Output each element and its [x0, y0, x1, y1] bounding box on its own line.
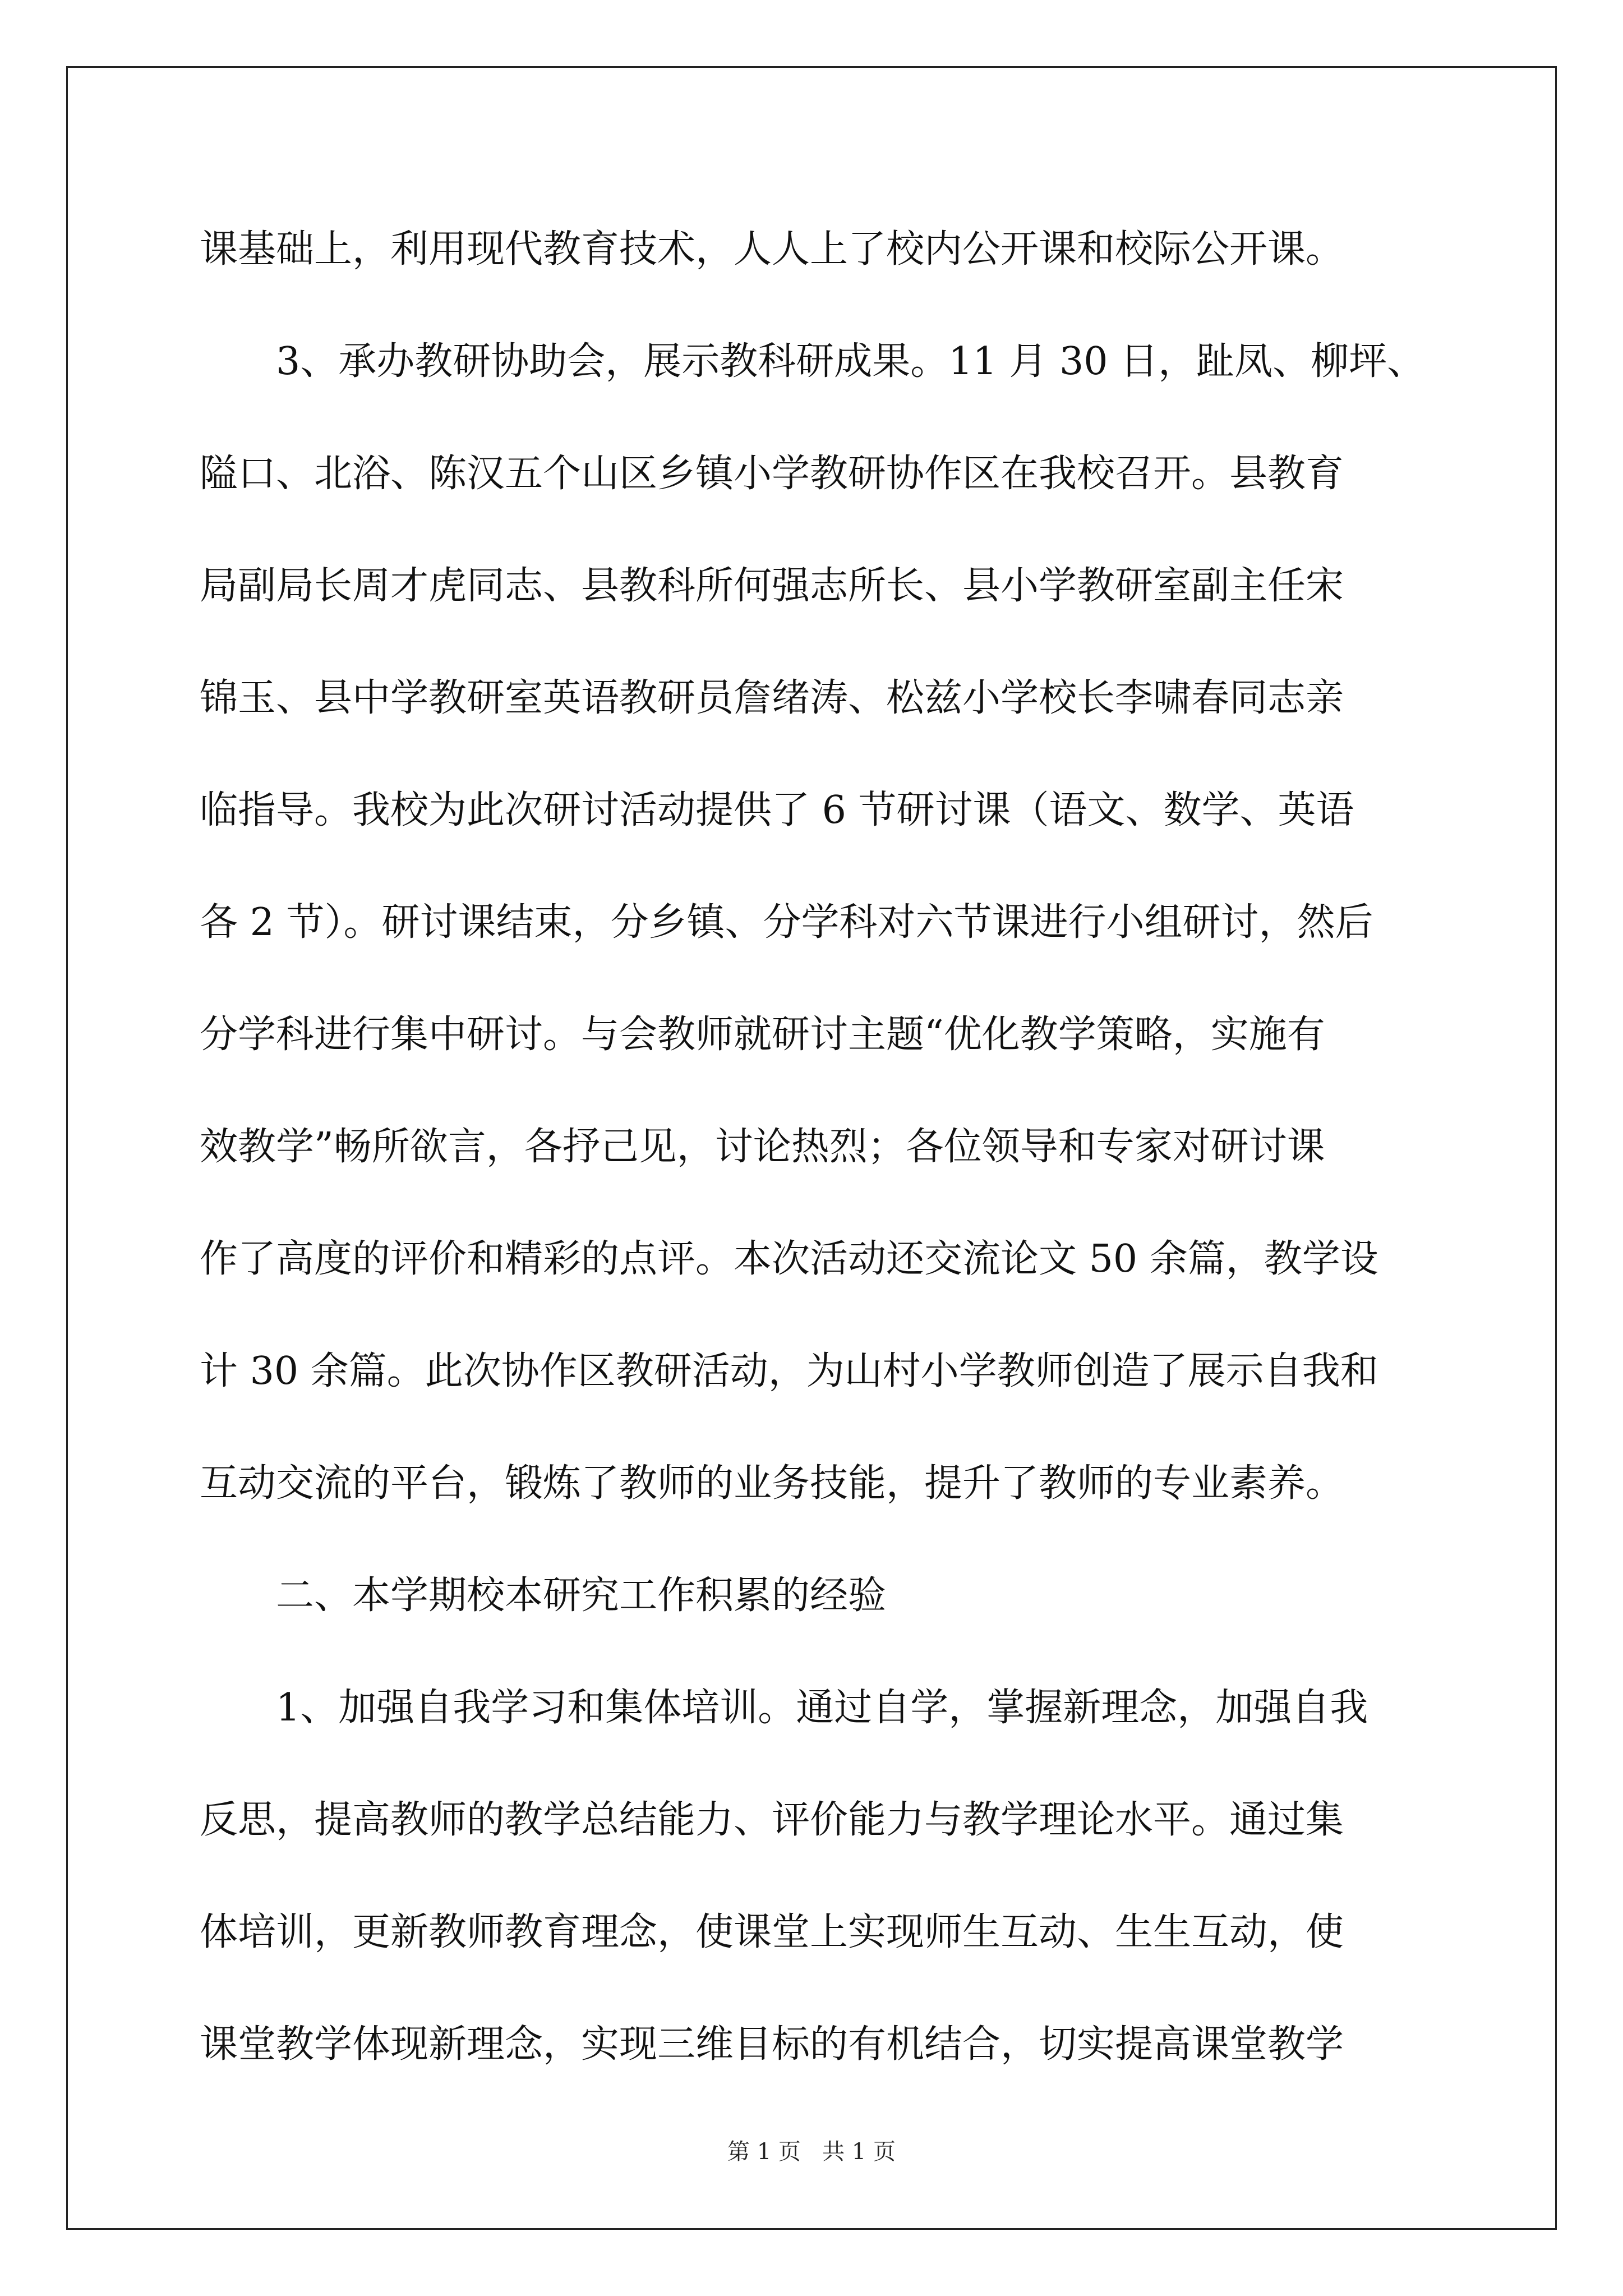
section-heading: 二、本学期校本研究工作积累的经验 [276, 1573, 887, 1618]
text-line-4: 局副局长周才虎同志、县教科所何强志所长、县小学教研室副主任宋 [200, 564, 1344, 608]
text-line-10: 作了高度的评价和精彩的点评。本次活动还交流论文 50 余篇，教学设 [200, 1237, 1378, 1281]
text-line-11: 计 30 余篇。此次协作区教研活动，为山村小学教师创造了展示自我和 [200, 1349, 1378, 1393]
text-line-16: 体培训，更新教师教育理念，使课堂上实现师生互动、生生互动，使 [200, 1910, 1344, 1954]
text-line-2: 3、承办教研协助会，展示教科研成果。11 月 30 日，趾凤、柳坪、 [276, 339, 1426, 384]
text-line-5: 锦玉、县中学教研室英语教研员詹绪涛、松兹小学校长李啸春同志亲 [200, 676, 1344, 720]
text-line-9: 效教学”畅所欲言，各抒己见，讨论热烈；各位领导和专家对研讨课 [200, 1125, 1325, 1169]
text-line-17: 课堂教学体现新理念，实现三维目标的有机结合，切实提高课堂教学 [200, 2022, 1344, 2067]
page-footer: 第 1 页 共 1 页 [727, 2139, 896, 2165]
document-body [200, 194, 1439, 2101]
text-line-7: 各 2 节）。研讨课结束，分乡镇、分学科对六节课进行小组研讨，然后 [200, 900, 1373, 945]
text-line-8: 分学科进行集中研讨。与会教师就研讨主题“优化教学策略，实施有 [200, 1013, 1325, 1057]
text-line-3: 隘口、北浴、陈汉五个山区乡镇小学教研协作区在我校召开。县教育 [200, 452, 1344, 496]
text-line-12: 互动交流的平台，锻炼了教师的业务技能，提升了教师的专业素养。 [200, 1461, 1344, 1506]
text-line-14: 1、加强自我学习和集体培训。通过自学，掌握新理念，加强自我 [276, 1686, 1368, 1730]
text-line-1: 课基础上，利用现代教育技术，人人上了校内公开课和校际公开课。 [200, 227, 1344, 272]
text-line-6: 临指导。我校为此次研讨活动提供了 6 节研讨课（语文、数学、英语 [200, 788, 1354, 832]
text-line-15: 反思，提高教师的教学总结能力、评价能力与教学理论水平。通过集 [200, 1798, 1344, 1842]
